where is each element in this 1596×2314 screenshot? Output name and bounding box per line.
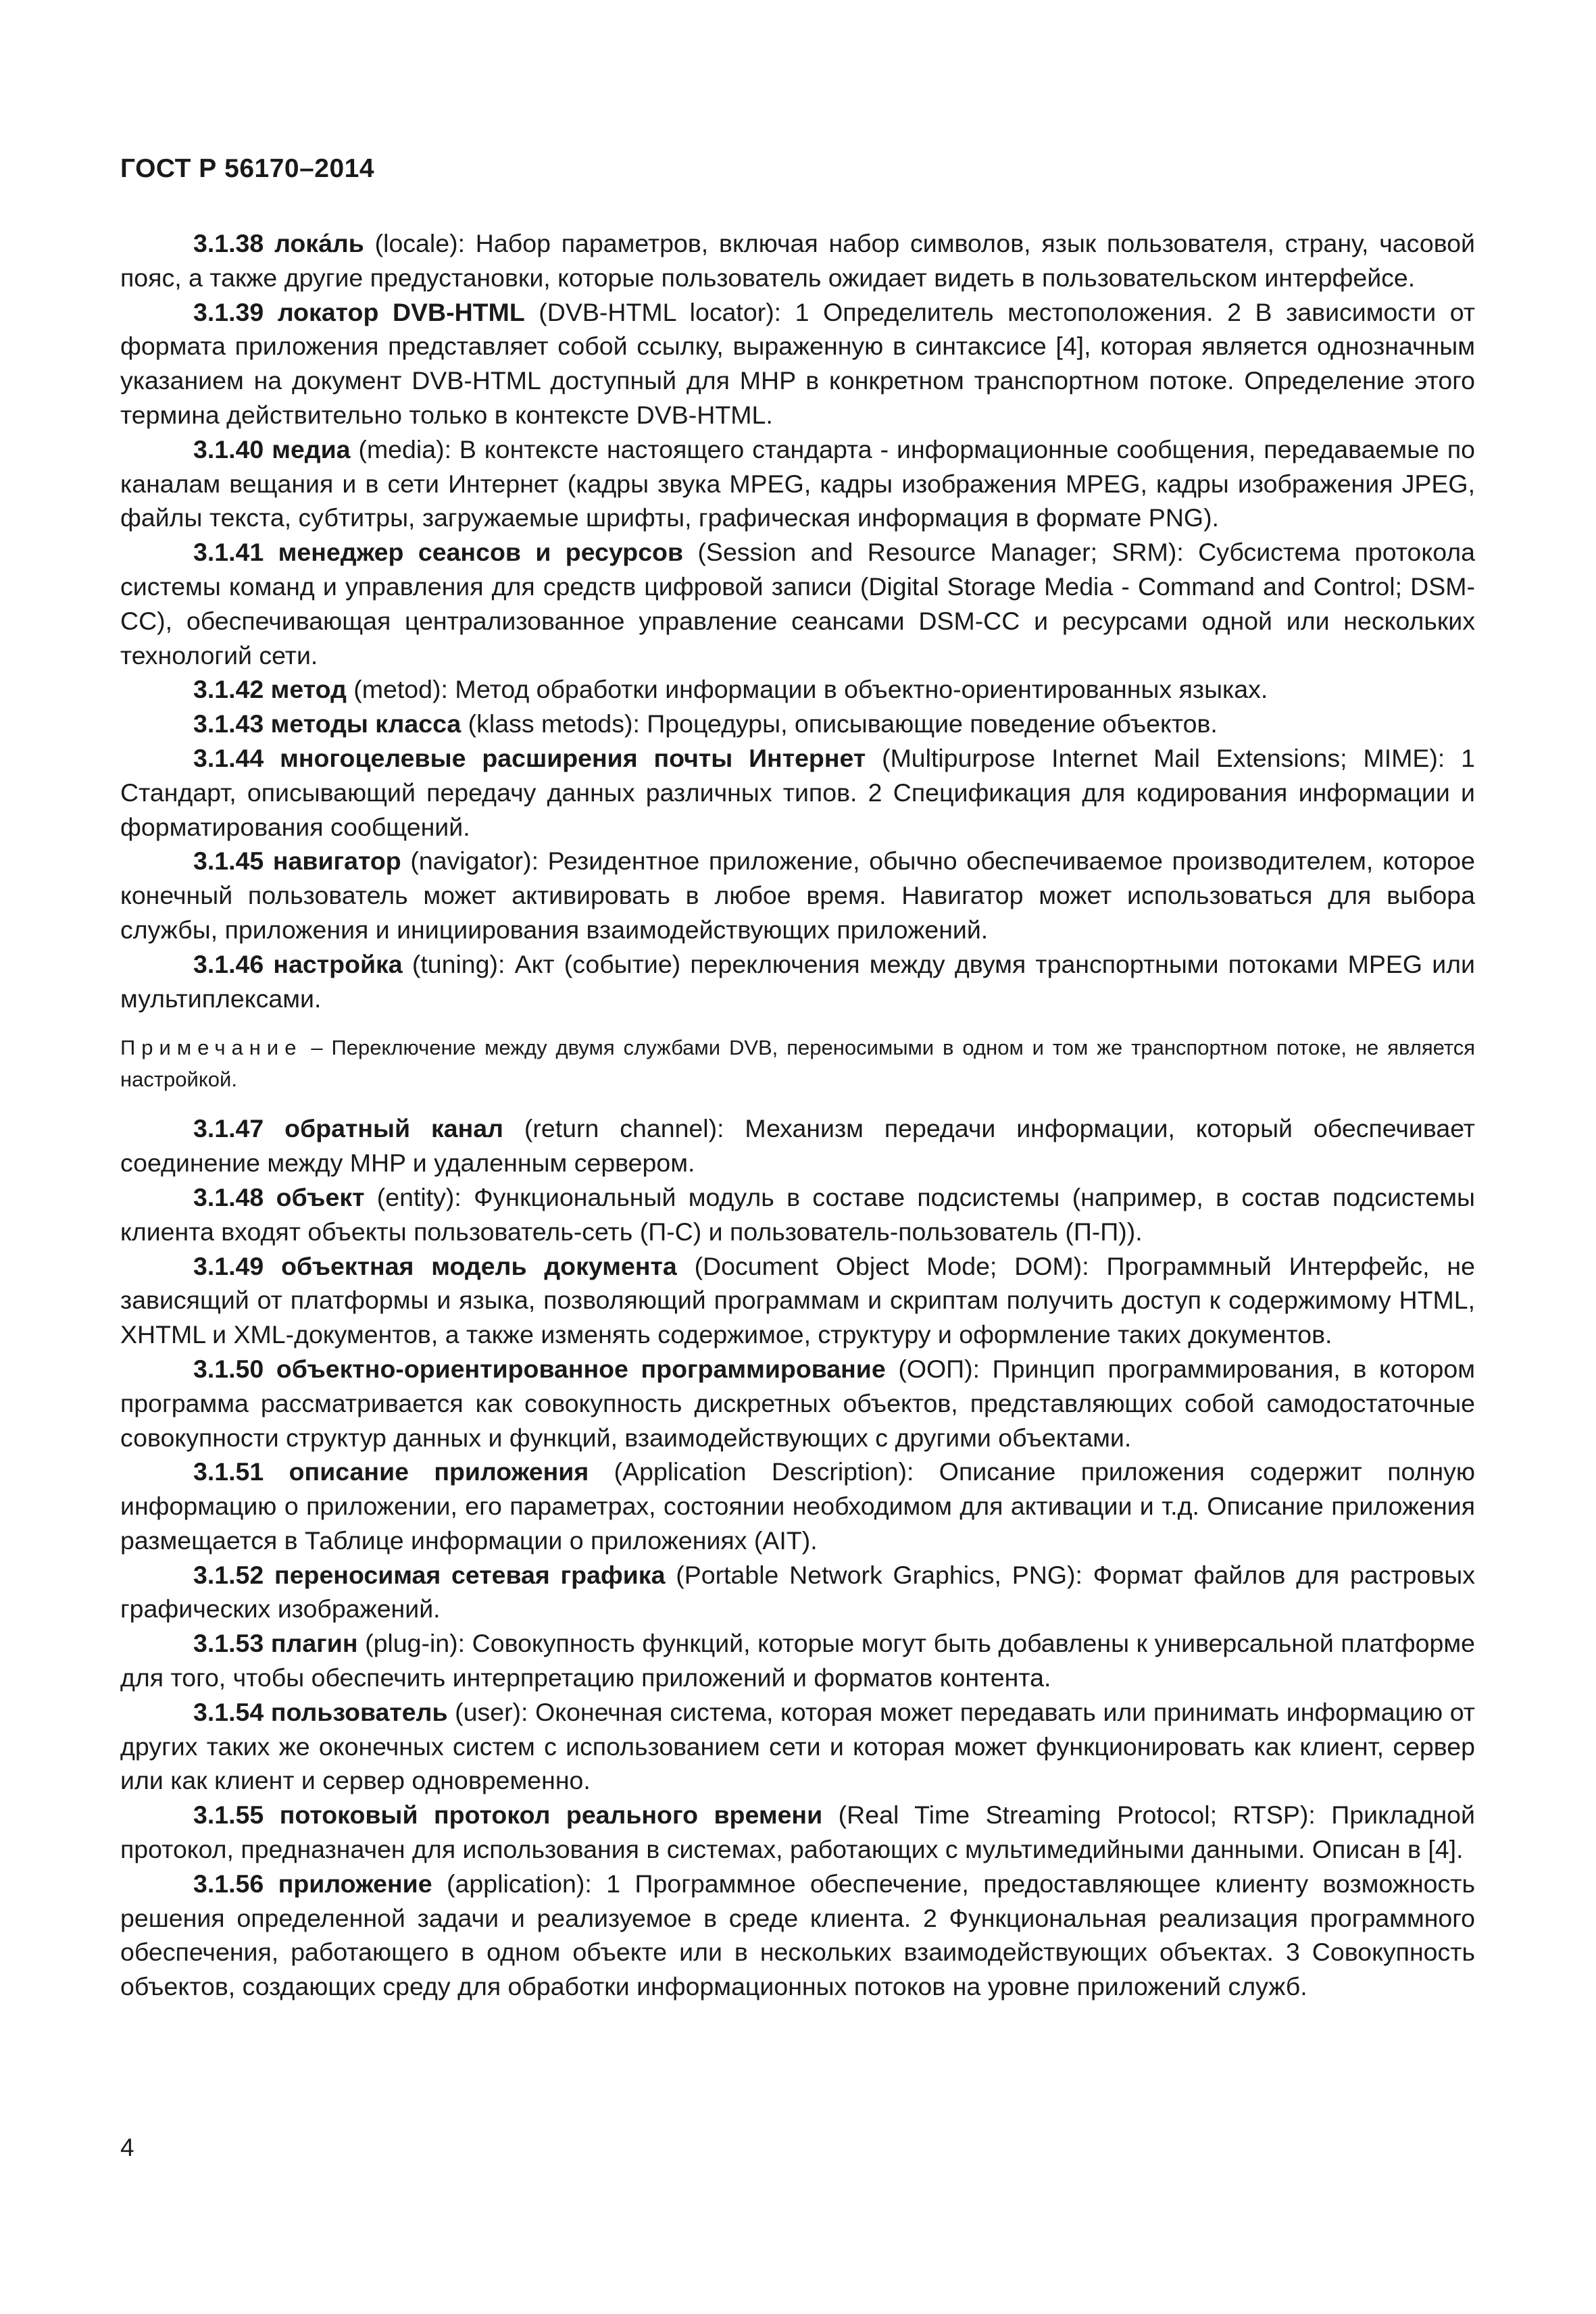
term-name: 3.1.53 плагин xyxy=(193,1629,358,1658)
term-entry-3-1-46 xyxy=(120,947,1475,1016)
term-name: 3.1.39 локатор DVB-HTML xyxy=(193,297,525,326)
term-entry-3-1-47 xyxy=(120,1111,1475,1180)
term-definition: (navigator): Резидентное приложение, обычно обеспечиваемое производителем, которое конечный пользователь может активировать в любое время. Навигатор может использоваться для выбора службы, приложения и инициирования взаимодействующих приложений. xyxy=(120,847,1476,944)
page-number: 4 xyxy=(120,2134,134,2161)
note-text: – Переключение между двумя службами DVB, переносимыми в одном и том же транспортном потоке, не является настройкой. xyxy=(120,1036,1475,1092)
term-definition: (media): В контексте настоящего стандарта - информационные сообщения, передаваемые по каналам вещания и в сети Интернет (кадры звука MPEG, кадры изображения MPEG, кадры изображения JPEG, файлы текста, субтитры, загружаемые шрифты, графическая информация в формате PNG). xyxy=(120,434,1475,532)
term-name: 3.1.41 менеджер сеансов и ресурсов xyxy=(193,538,684,567)
term-name: 3.1.43 методы класса xyxy=(193,709,462,738)
term-definition: (Portable Network Graphics, PNG): Формат файлов для растровых графических изображений. xyxy=(120,1560,1476,1624)
term-entry-3-1-40 xyxy=(120,432,1475,535)
term-name: 3.1.38 лока́ль xyxy=(193,229,364,257)
term-definition: (Session and Resource Manager; SRM): Субсистема протокола системы команд и управления для средств цифровой записи (Digital Storage Media - Command and Control; DSM-CC), обеспечивающая централизованное управление сеансами DSM-CC и ресурсами одной или нескольких технологий сети. xyxy=(120,538,1475,670)
term-definition: (metod): Метод обработки информации в объектно-ориентированных языках. xyxy=(346,675,1268,704)
term-name: 3.1.42 метод xyxy=(193,675,347,704)
term-entry-3-1-42 xyxy=(120,672,1475,707)
term-name: 3.1.45 навигатор xyxy=(193,847,401,876)
term-definition: (DVB-HTML locator): 1 Определитель местоположения. 2 В зависимости от формата приложения представляет собой ссылку, выраженную в синтаксисе [4], которая является однозначным указанием на документ DVB-HTML доступный для MHP в конкретном транспортном потоке. Определение этого термина действительно только в контексте DVB-HTML. xyxy=(120,297,1475,429)
term-definition: (locale): Набор параметров, включая набор символов, язык пользователя, страну, часовой пояс, а также другие предустановки, которые пользователь ожидает видеть в пользовательском интерфейсе. xyxy=(120,229,1475,292)
note-label: Примечание xyxy=(120,1036,303,1060)
term-definition: (return channel): Механизм передачи информации, который обеспечивает соединение между MHP и удаленным сервером. xyxy=(120,1114,1475,1178)
term-entry-3-1-49 xyxy=(120,1249,1475,1352)
term-definition: (Multipurpose Internet Mail Extensions; MIME): 1 Стандарт, описывающий передачу данных различных типов. 2 Спецификация для кодирования информации и форматирования сообщений. xyxy=(120,743,1475,841)
note-block xyxy=(120,1032,1475,1095)
term-entry-3-1-51 xyxy=(120,1455,1475,1557)
term-definition: (entity): Функциональный модуль в составе подсистемы (например, в состав подсистемы клиента входят объекты пользователь-сеть (П-С) и пользователь-пользователь (П-П)). xyxy=(120,1182,1475,1246)
term-name: 3.1.46 настройка xyxy=(193,949,403,978)
term-entry-3-1-41 xyxy=(120,535,1475,672)
term-entry-3-1-56 xyxy=(120,1867,1475,2004)
term-entry-3-1-54 xyxy=(120,1695,1475,1798)
term-entry-3-1-55 xyxy=(120,1798,1475,1867)
term-definition: (user): Оконечная система, которая может передавать или принимать информацию от других таких же оконечных систем с использованием сети и которая может функционировать как клиент, сервер или как клиент и сервер одновременно. xyxy=(120,1697,1475,1795)
term-definition: (Application Description): Описание приложения содержит полную информацию о приложении, его параметрах, состоянии необходимом для активации и т.д. Описание приложения размещается в Таблице информации о приложениях (AIT). xyxy=(120,1457,1475,1555)
term-definition: (application): 1 Программное обеспечение, предоставляющее клиенту возможность решения определенной задачи и реализуемое в среде клиента. 2 Функциональная реализация программного обеспечения, работающего в одном объекте или в нескольких взаимодействующих объектах. 3 Совокупность объектов, создающих среду для обработки информационных потоков на уровне приложений служб. xyxy=(120,1869,1476,2001)
term-entry-3-1-48 xyxy=(120,1180,1475,1249)
term-name: 3.1.54 пользователь xyxy=(193,1697,448,1726)
document-page xyxy=(120,0,1475,2314)
term-definition: (Real Time Streaming Protocol; RTSP): Прикладной протокол, предназначен для использования в системах, работающих с мультимедийными данными. Описан в [4]. xyxy=(120,1801,1475,1864)
term-entry-3-1-50 xyxy=(120,1352,1475,1455)
term-entry-3-1-44 xyxy=(120,741,1475,844)
term-definition: (Document Object Mode; DOM): Программный Интерфейс, не зависящий от платформы и языка, позволяющий программам и скриптам получить доступ к содержимому HTML, XHTML и XML-документов, а также изменять содержимое, структуру и оформление таких документов. xyxy=(120,1251,1476,1349)
term-name: 3.1.52 переносимая сетевая графика xyxy=(193,1560,666,1589)
term-definition: (tuning): Акт (событие) переключения между двумя транспортными потоками MPEG или мультиплексами. xyxy=(120,949,1475,1013)
term-entry-3-1-52 xyxy=(120,1558,1475,1627)
term-definition: (klass metods): Процедуры, описывающие поведение объектов. xyxy=(461,709,1218,738)
term-entry-3-1-38 xyxy=(120,226,1475,295)
term-name: 3.1.51 описание приложения xyxy=(193,1457,589,1486)
term-entry-3-1-45 xyxy=(120,844,1475,947)
term-entry-3-1-43 xyxy=(120,707,1475,741)
terms-section xyxy=(120,226,1475,2004)
term-name: 3.1.55 потоковый протокол реального времени xyxy=(193,1801,823,1830)
document-code-header: ГОСТ Р 56170–2014 xyxy=(120,154,375,183)
term-name: 3.1.50 объектно-ориентированное программирование xyxy=(193,1354,886,1383)
term-name: 3.1.49 объектная модель документа xyxy=(193,1251,677,1280)
term-definition: (plug-in): Совокупность функций, которые могут быть добавлены к универсальной платформе для того, чтобы обеспечить интерпретацию приложений и форматов контента. xyxy=(120,1629,1475,1692)
term-name: 3.1.48 объект xyxy=(193,1182,365,1211)
term-name: 3.1.44 многоцелевые расширения почты Интернет xyxy=(193,743,866,772)
term-definition: (ООП): Принцип программирования, в котором программа рассматривается как совокупность дискретных объектов, представляющих собой самодостаточные совокупности структур данных и функций, взаимодействующих с другими объектами. xyxy=(120,1354,1475,1452)
term-name: 3.1.56 приложение xyxy=(193,1869,432,1898)
term-name: 3.1.40 медиа xyxy=(193,434,351,463)
term-entry-3-1-39 xyxy=(120,295,1475,432)
term-entry-3-1-53 xyxy=(120,1626,1475,1695)
term-name: 3.1.47 обратный канал xyxy=(193,1114,503,1143)
